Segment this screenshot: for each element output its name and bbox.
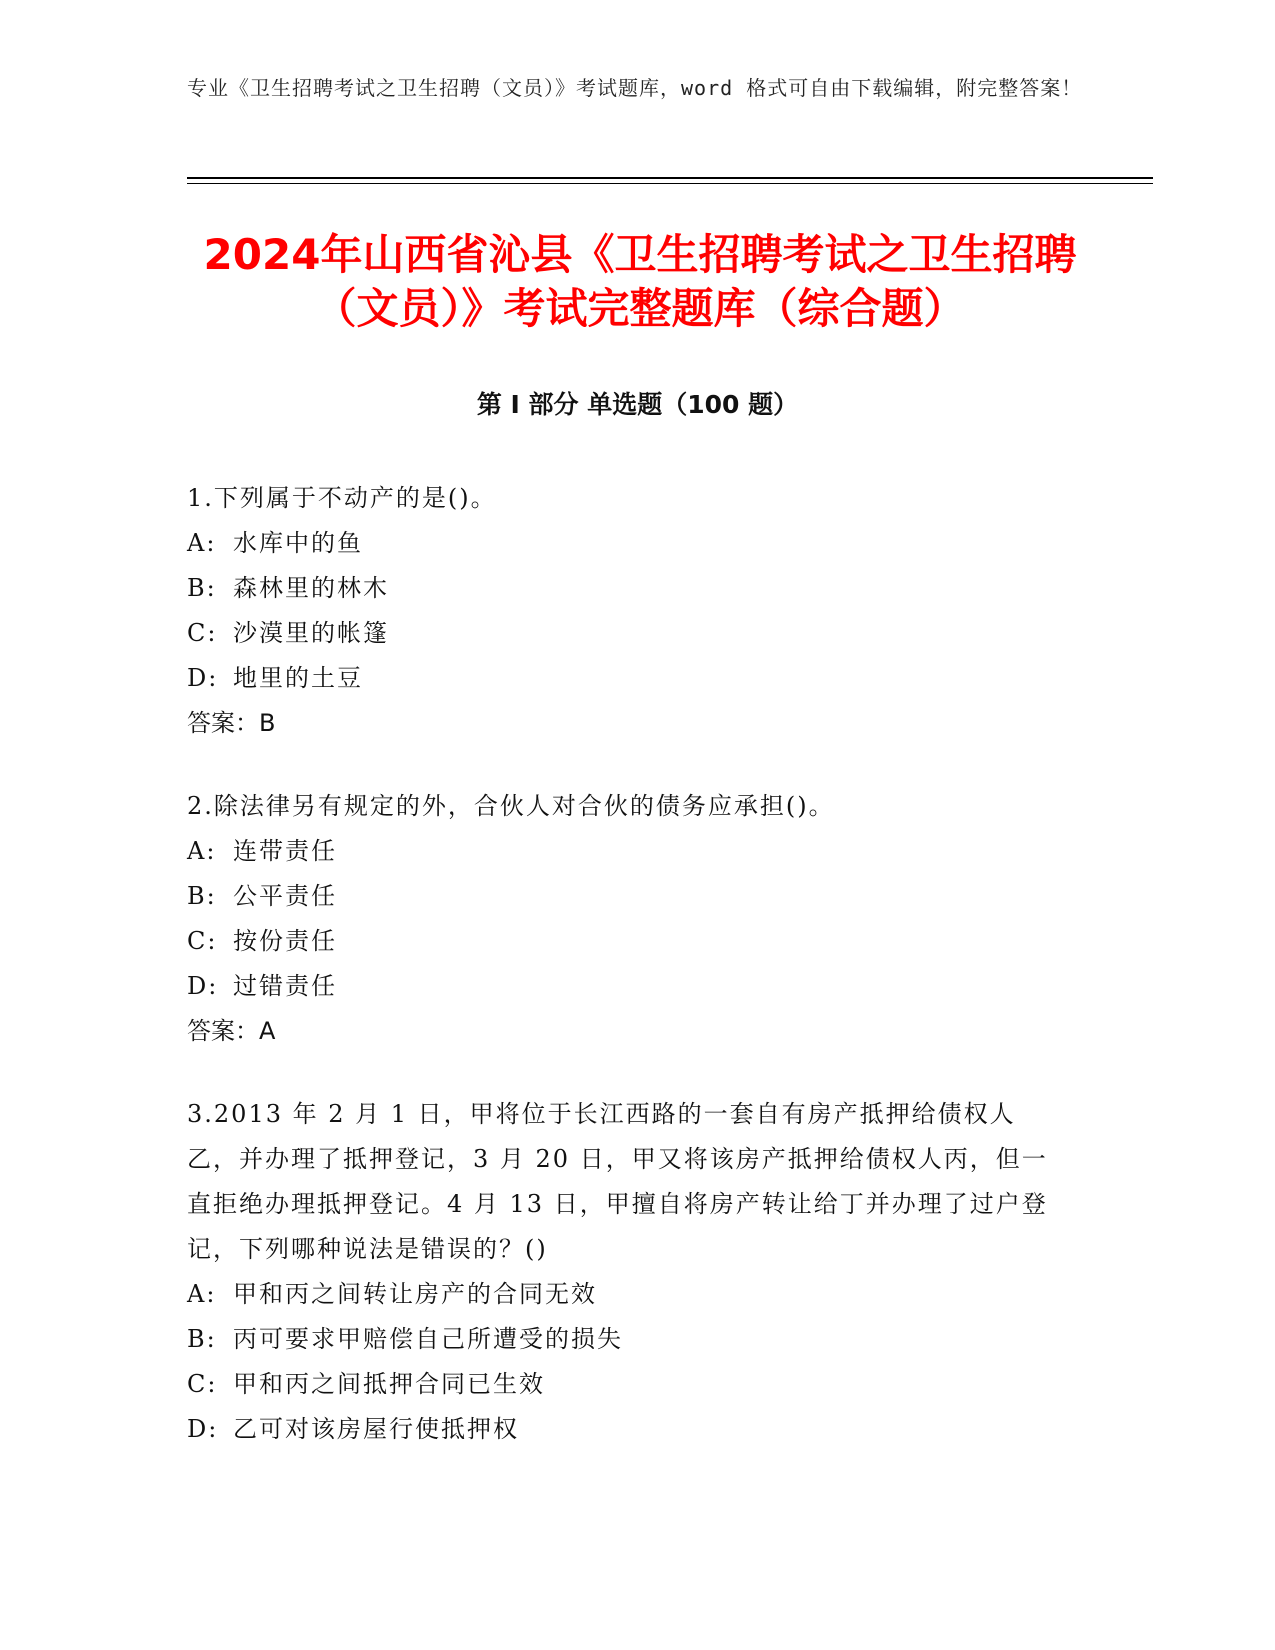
question-list xyxy=(187,476,1067,1490)
option-letter: A: xyxy=(187,837,217,865)
option-letter: B: xyxy=(187,574,217,602)
option-c xyxy=(187,919,1067,964)
option-c xyxy=(187,611,1067,656)
option-letter: B: xyxy=(187,882,217,910)
question-stem: 1.下列属于不动产的是()。 xyxy=(187,484,497,512)
option-letter: B: xyxy=(187,1325,217,1353)
option-d xyxy=(187,964,1067,1009)
option-text: 丙可要求甲赔偿自己所遭受的损失 xyxy=(233,1325,623,1353)
option-letter: D: xyxy=(187,664,219,692)
option-text: 乙可对该房屋行使抵押权 xyxy=(233,1415,519,1443)
document-title: 2024年山西省沁县《卫生招聘考试之卫生招聘（文员）》考试完整题库（综合题） xyxy=(203,230,1077,333)
header-divider-thin xyxy=(187,183,1153,184)
option-text: 过错责任 xyxy=(233,972,337,1000)
header-note: 专业《卫生招聘考试之卫生招聘（文员）》考试题库，word 格式可自由下载编辑，附完整答案！ xyxy=(187,76,1083,100)
option-b xyxy=(187,566,1067,611)
option-d xyxy=(187,656,1067,701)
question-2 xyxy=(187,784,1067,1054)
section-title: 第 I 部分 单选题（100 题） xyxy=(476,390,799,419)
option-text: 甲和丙之间抵押合同已生效 xyxy=(233,1370,545,1398)
option-text: 水库中的鱼 xyxy=(233,529,363,557)
question-stem: 3.2013 年 2 月 1 日，甲将位于长江西路的一套自有房产抵押给债权人乙，并办理了抵押登记，3 月 20 日，甲又将该房产抵押给债权人丙，但一直拒绝办理抵押登记。4 月 13 日，甲擅自将房产转让给丁并办理了过户登记，下列哪种说法是错误的？() xyxy=(187,1100,1048,1263)
option-letter: A: xyxy=(187,1280,217,1308)
header-divider-thick xyxy=(187,177,1153,179)
option-a xyxy=(187,521,1067,566)
option-text: 公平责任 xyxy=(233,882,337,910)
option-letter: A: xyxy=(187,529,217,557)
option-text: 按份责任 xyxy=(233,927,337,955)
question-3 xyxy=(187,1092,1067,1452)
option-text: 地里的土豆 xyxy=(233,664,363,692)
option-text: 沙漠里的帐篷 xyxy=(233,619,389,647)
option-text: 连带责任 xyxy=(233,837,337,865)
option-text: 森林里的林木 xyxy=(233,574,389,602)
option-letter: C: xyxy=(187,927,218,955)
option-letter: C: xyxy=(187,1370,218,1398)
option-b xyxy=(187,874,1067,919)
option-a xyxy=(187,1272,1067,1317)
question-stem: 2.除法律另有规定的外，合伙人对合伙的债务应承担()。 xyxy=(187,792,835,820)
option-letter: D: xyxy=(187,972,219,1000)
option-letter: C: xyxy=(187,619,218,647)
option-c xyxy=(187,1362,1067,1407)
question-1 xyxy=(187,476,1067,746)
option-d xyxy=(187,1407,1067,1452)
option-b xyxy=(187,1317,1067,1362)
option-text: 甲和丙之间转让房产的合同无效 xyxy=(233,1280,597,1308)
option-letter: D: xyxy=(187,1415,219,1443)
option-a xyxy=(187,829,1067,874)
answer: 答案：B xyxy=(187,709,276,737)
answer: 答案：A xyxy=(187,1017,276,1045)
